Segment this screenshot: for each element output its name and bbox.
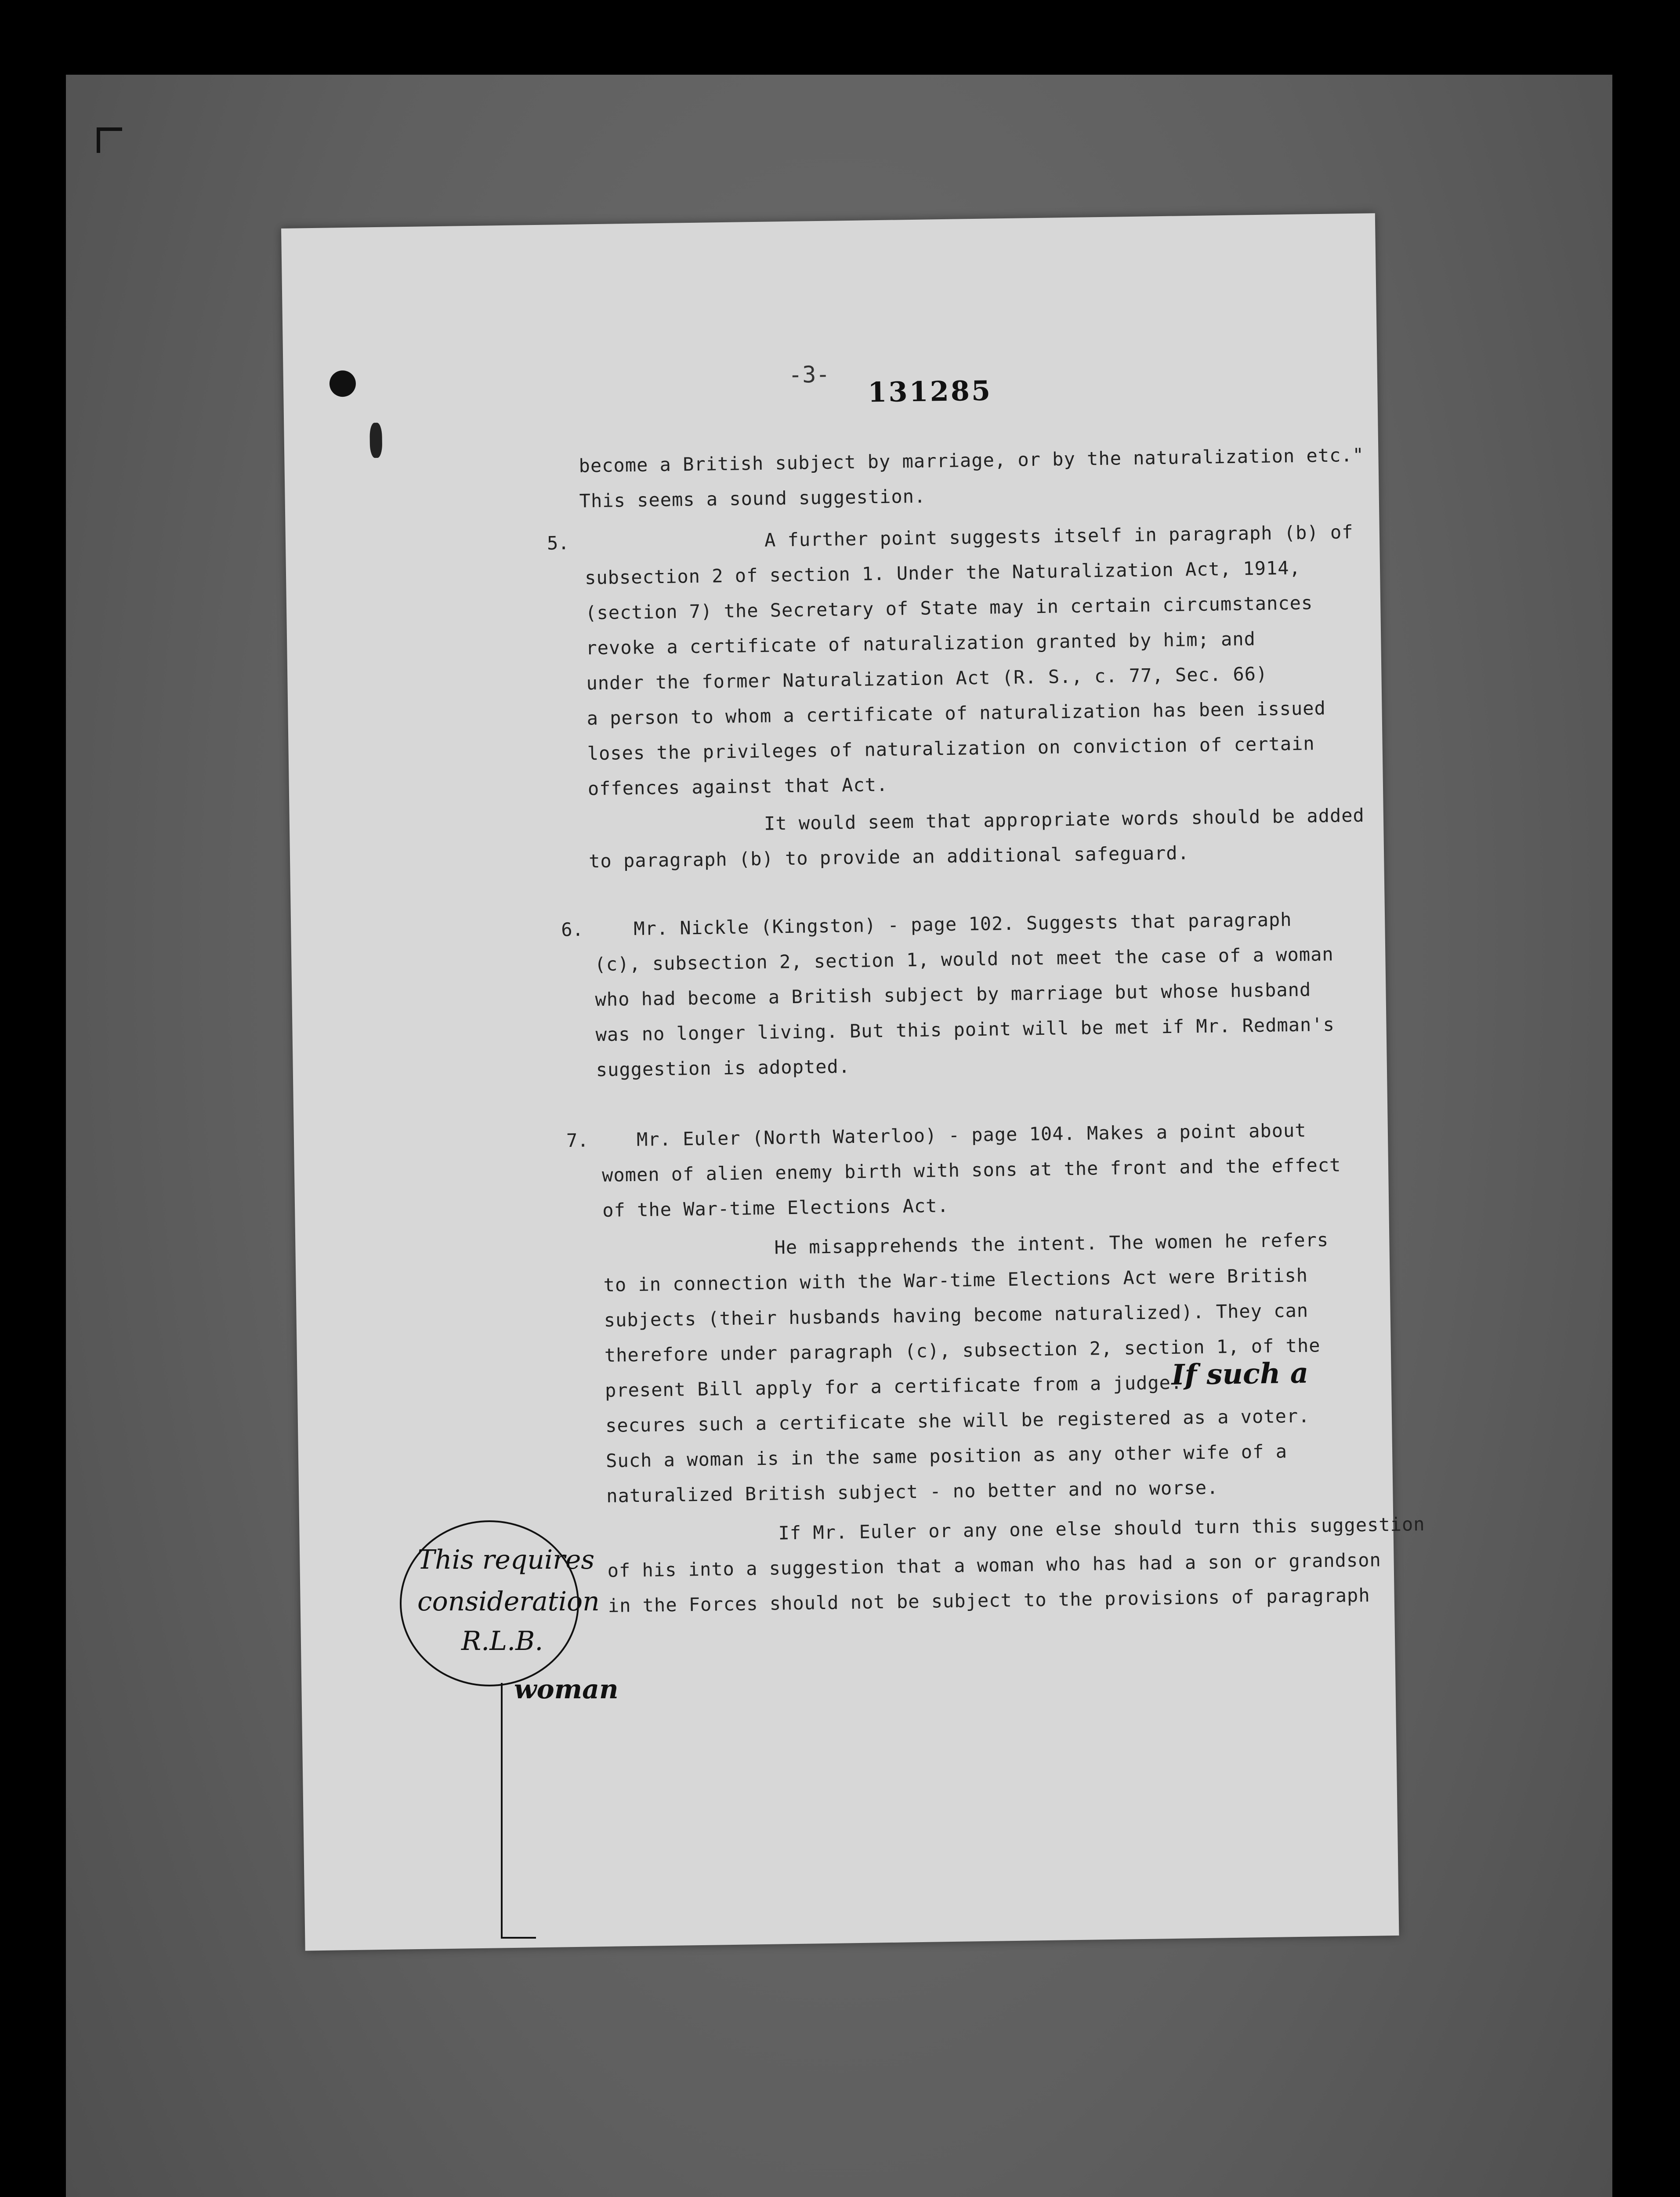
item-number: 6. (561, 918, 584, 941)
handwritten-note: consideration (417, 1586, 600, 1617)
item-number: 7. (566, 1129, 589, 1152)
text-line: offences against that Act. (587, 773, 888, 800)
document-number: 131285 (867, 374, 992, 409)
handwritten-initials: R.L.B. (461, 1626, 543, 1657)
handwritten-insert: If such a (1171, 1356, 1309, 1392)
item-number: 5. (547, 532, 569, 554)
text-line: It would seem that appropriate words should be added (764, 804, 1365, 834)
text-line: in the Forces should not be subject to the provisions of paragraph (608, 1584, 1370, 1617)
page-number: -3- (788, 361, 830, 388)
microfilm-frame (66, 75, 1612, 2197)
text-line: Mr. Euler (North Waterloo) - page 104. Makes a point about (636, 1119, 1307, 1150)
text-line: present Bill apply for a certificate from a judge. (605, 1371, 1183, 1401)
text-line: (section 7) the Secretary of State may in certain circumstances (585, 592, 1313, 624)
document-page (281, 213, 1425, 1950)
text-line: of the War-time Elections Act. (602, 1194, 949, 1222)
handwritten-margin-word: woman (514, 1674, 619, 1705)
text-line: naturalized British subject - no better and no worse. (606, 1476, 1219, 1507)
text-line: This seems a sound suggestion. (579, 485, 926, 512)
handwritten-note: This requires (417, 1544, 595, 1575)
text-line: to in connection with the War-time Elections Act were British (603, 1264, 1308, 1296)
text-line: a person to whom a certificate of naturalization has been issued (587, 697, 1326, 729)
text-line: under the former Naturalization Act (R. S., c. 77, Sec. 66) (586, 663, 1268, 694)
text-line: women of alien enemy birth with sons at the front and the effect (601, 1154, 1341, 1186)
text-line: (c), subsection 2, section 1, would not meet the case of a woman (594, 943, 1334, 975)
text-line: If Mr. Euler or any one else should turn this suggestion (778, 1513, 1425, 1544)
text-line: revoke a certificate of naturalization granted by him; and (586, 628, 1256, 659)
text-line: Such a woman is in the same position as any other wife of a (605, 1440, 1288, 1472)
handwritten-pointer-line (501, 1683, 503, 1938)
text-line: of his into a suggestion that a woman who has had a son or grandson (607, 1549, 1382, 1581)
text-line: He misapprehends the intent. The women he refers (774, 1229, 1329, 1258)
text-line: who had become a British subject by marriage but whose husband (595, 979, 1311, 1011)
frame-corner-mark (97, 127, 122, 153)
text-line: A further point suggests itself in paragraph (b) of (764, 521, 1354, 551)
text-line: subjects (their husbands having become naturalized). They can (604, 1299, 1309, 1331)
handwritten-pointer-line (501, 1937, 536, 1939)
text-line: secures such a certificate she will be registered as a voter. (605, 1405, 1310, 1436)
text-line: to paragraph (b) to provide an additional safeguard. (588, 842, 1190, 872)
text-line: was no longer living. But this point will be met if Mr. Redman's (595, 1013, 1335, 1046)
text-line: therefore under paragraph (c), subsection 2, section 1, of the (604, 1334, 1321, 1366)
punch-hole (329, 370, 356, 397)
text-line: become a British subject by marriage, or by the naturalization etc." (579, 444, 1365, 477)
ink-smudge (369, 423, 382, 458)
text-line: Mr. Nickle (Kingston) - page 102. Suggests that paragraph (633, 909, 1292, 939)
text-line: subsection 2 of section 1. Under the Naturalization Act, 1914, (584, 557, 1301, 589)
text-line: loses the privileges of naturalization on conviction of certain (587, 732, 1315, 765)
text-line: suggestion is adopted. (596, 1055, 851, 1081)
